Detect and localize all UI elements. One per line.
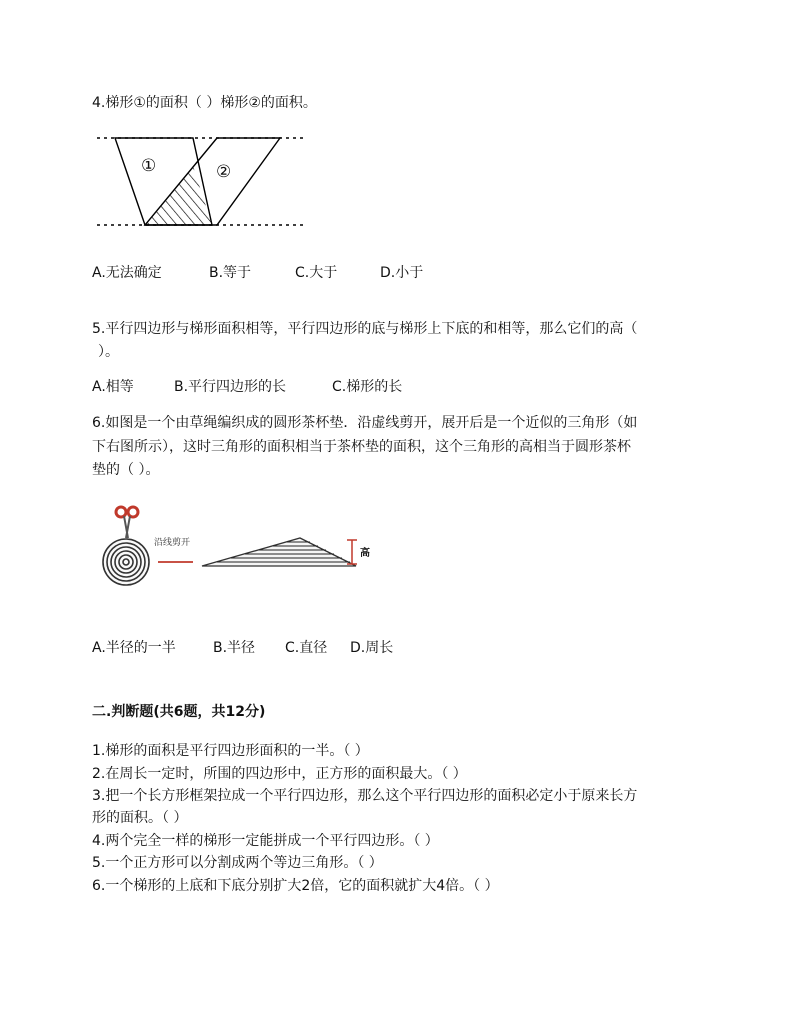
q6-option-c[interactable]: C.直径 [285, 640, 328, 656]
q5-text-line1: 5.平行四边形与梯形面积相等，平行四边形的底与梯形上下底的和相等，那么它们的高（ [92, 321, 638, 337]
shape-label-1: ① [141, 156, 157, 176]
height-marker [347, 540, 357, 564]
judge-item-5: 5.一个正方形可以分割成两个等边三角形。（ ） [92, 855, 383, 871]
q5-option-a[interactable]: A.相等 [92, 379, 134, 395]
q6-text-line1: 6.如图是一个由草绳编织成的圆形茶杯垫．沿虚线剪开，展开后是一个近似的三角形（如 [92, 415, 638, 431]
q5-option-b[interactable]: B.平行四边形的长 [174, 379, 287, 395]
judge-item-3: 3.把一个长方形框架拉成一个平行四边形，那么这个平行四边形的面积必定小于原来长方 [92, 788, 638, 804]
judge-item-6: 6.一个梯形的上底和下底分别扩大2倍，它的面积就扩大4倍。（ ） [92, 878, 499, 894]
q4-option-b[interactable]: B.等于 [209, 265, 252, 281]
q4-option-d[interactable]: D.小于 [380, 265, 424, 281]
coaster-circle [103, 539, 149, 585]
judge-item-1: 1.梯形的面积是平行四边形面积的一半。（ ） [92, 743, 369, 759]
cut-label: 沿线剪开 [154, 538, 191, 548]
q5-options [92, 378, 402, 396]
shape-label-2: ② [216, 162, 232, 182]
coaster-figure [98, 502, 374, 586]
q4-options [92, 264, 423, 282]
q6-option-a[interactable]: A.半径的一半 [92, 640, 176, 656]
q6-option-b[interactable]: B.半径 [213, 640, 256, 656]
q4-option-a[interactable]: A.无法确定 [92, 265, 162, 281]
q6-option-d[interactable]: D.周长 [350, 640, 394, 656]
scissors-icon [116, 507, 138, 538]
q5-text-line2: ）。 [98, 344, 119, 360]
judge-item-2: 2.在周长一定时，所围的四边形中，正方形的面积最大。（ ） [92, 766, 467, 782]
section2-title: 二.判断题(共6题，共12分) [92, 704, 266, 720]
trapezoid-figure [95, 128, 307, 232]
q6-text-line3: 垫的（ ）。 [92, 462, 160, 478]
q6-text-line2: 下右图所示），这时三角形的面积相当于茶杯垫的面积，这个三角形的高相当于圆形茶杯 [92, 439, 631, 455]
q5-option-c[interactable]: C.梯形的长 [332, 379, 403, 395]
judge-item-4: 4.两个完全一样的梯形一定能拼成一个平行四边形。（ ） [92, 833, 439, 849]
q6-options [92, 639, 393, 657]
q4-text: 4.梯形①的面积（ ）梯形②的面积。 [92, 95, 317, 111]
height-label: 高 [360, 548, 370, 559]
q4-option-c[interactable]: C.大于 [295, 265, 338, 281]
judge-item-3-cont: 形的面积。（ ） [92, 810, 188, 826]
